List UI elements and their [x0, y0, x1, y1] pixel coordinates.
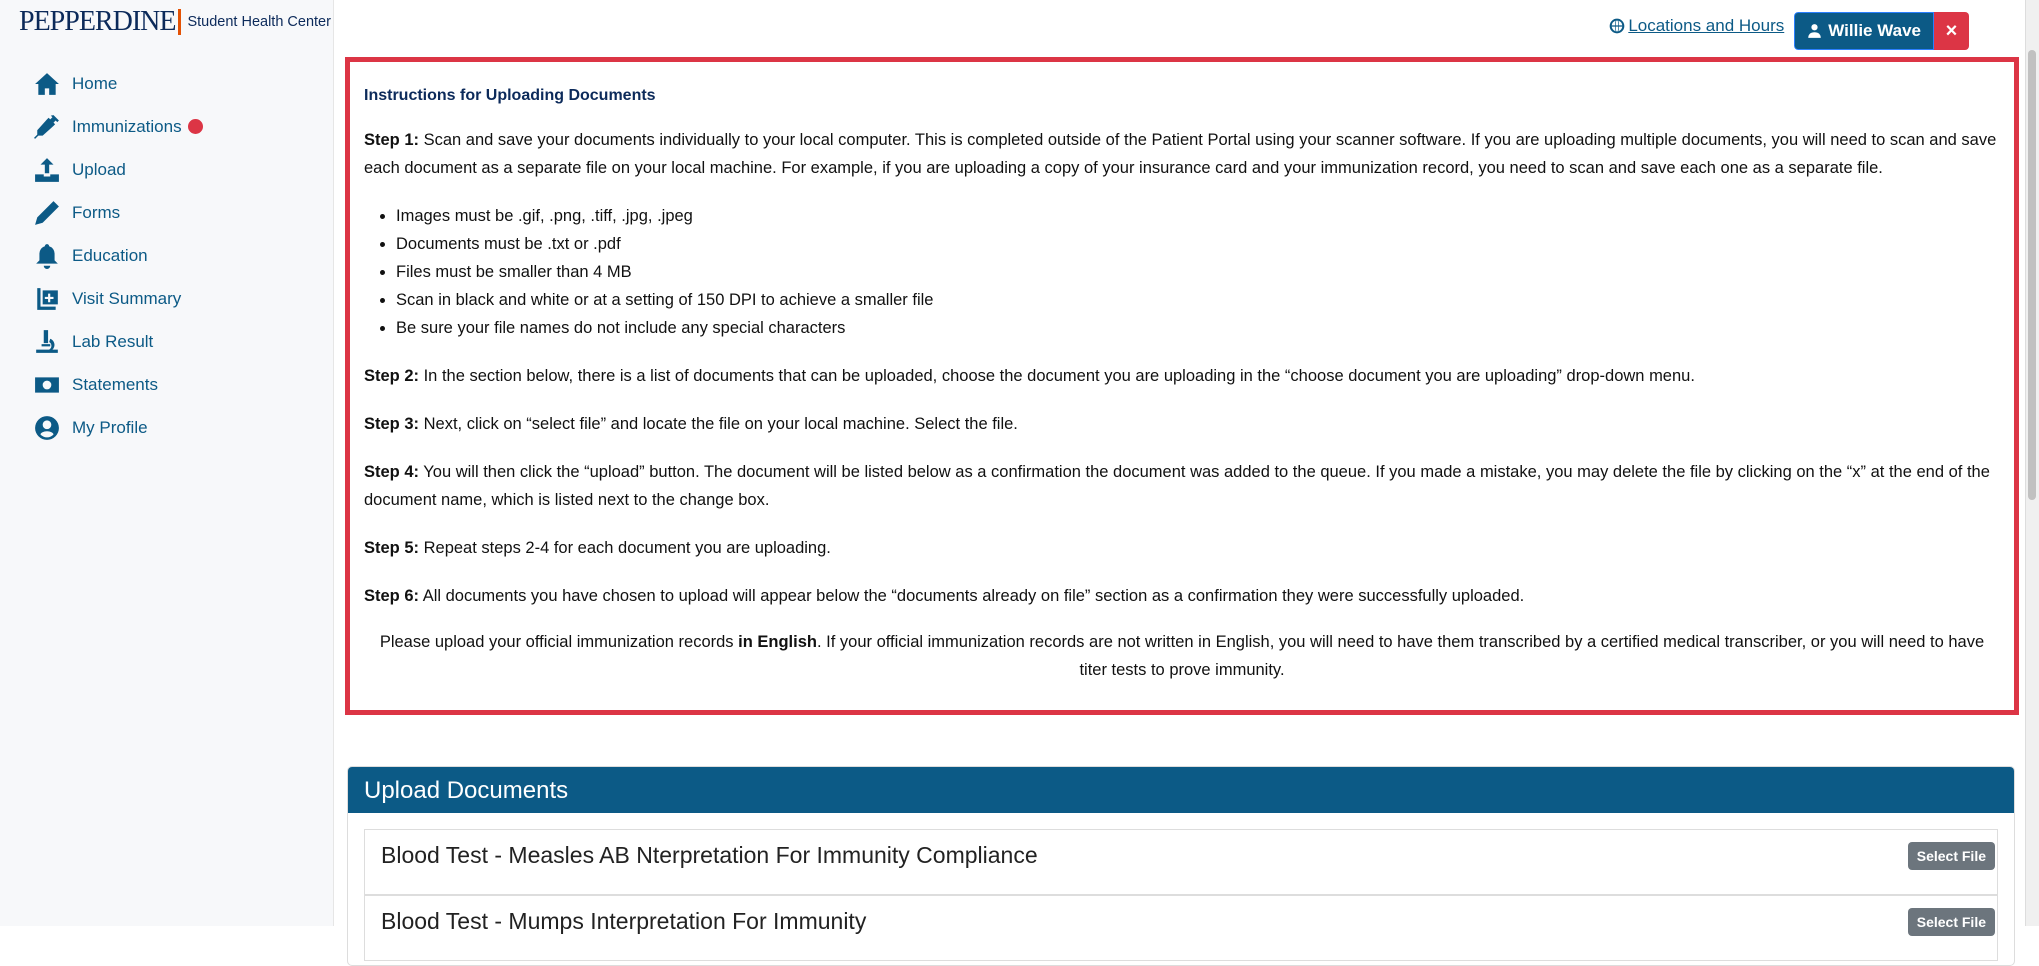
logo-wordmark: PEPPERDINE	[19, 6, 176, 37]
step-6	[364, 582, 2000, 610]
sidebar-item-label: Lab Result	[72, 331, 154, 351]
logo[interactable]	[19, 6, 331, 38]
sidebar-item-home[interactable]	[34, 62, 203, 105]
step-label: Step 2:	[364, 367, 420, 385]
requirement: • Scan in black and white or at a setting of 150 DPI to achieve a smaller file	[396, 286, 2000, 314]
file-requirements	[396, 202, 2000, 342]
step-text: Scan and save your documents individually to your local computer. This is completed outside of the Patient Portal using your scanner software. If you are uploading multiple documents, you will need to scan and save each document as a separate file on your local machine. For example, if you are uploading a copy of your insurance card and your immunization record, you need to scan and save each one as a separate file.	[364, 131, 1997, 177]
note-text: Please upload your official immunization records	[379, 633, 739, 651]
locations-link[interactable]	[1609, 16, 1784, 36]
sidebar-item-lab-result[interactable]	[34, 320, 203, 363]
english-note	[364, 628, 2000, 684]
step-2	[364, 362, 2000, 390]
user-icon	[1807, 23, 1822, 39]
logout-button[interactable]: ×	[1934, 12, 1969, 50]
requirement: • Images must be .gif, .png, .tiff, .jpg, .jpeg	[396, 202, 2000, 230]
upload-documents-title: Upload Documents	[348, 767, 2014, 813]
requirement: • Files must be smaller than 4 MB	[396, 258, 2000, 286]
microscope-icon	[34, 329, 60, 355]
page-scrollbar[interactable]	[2025, 0, 2039, 926]
select-file-button[interactable]: Select File	[1908, 908, 1995, 936]
sidebar-item-education[interactable]	[34, 234, 203, 277]
user-name: Willie Wave	[1828, 21, 1921, 40]
syringe-icon	[34, 114, 60, 140]
upload-instructions	[345, 57, 2019, 715]
sidebar-item-label: Visit Summary	[72, 288, 182, 308]
step-5	[364, 534, 2000, 562]
sidebar-item-label: Upload	[72, 159, 126, 179]
upload-documents-card	[347, 766, 2015, 966]
sidebar-nav	[34, 62, 203, 449]
sidebar	[0, 0, 334, 926]
logo-subtitle: Student Health Center	[187, 14, 331, 30]
notification-badge	[188, 119, 203, 134]
sidebar-item-label: Statements	[72, 374, 158, 394]
sidebar-item-label: Home	[72, 73, 118, 93]
money-icon	[34, 372, 60, 398]
sidebar-item-forms[interactable]	[34, 191, 203, 234]
step-label: Step 4:	[364, 463, 420, 481]
sidebar-item-statements[interactable]	[34, 363, 203, 406]
bell-icon	[34, 243, 60, 269]
top-bar	[1609, 12, 1969, 50]
sidebar-item-label: Education	[72, 245, 148, 265]
user-menu	[1794, 12, 1969, 50]
requirement: • Be sure your file names do not include any special characters	[396, 314, 2000, 342]
sidebar-item-label: Forms	[72, 202, 121, 222]
medical-file-icon	[34, 286, 60, 312]
note-text: . If your official immunization records are not written in English, you will need to have them transcribed by a certified medical transcriber, or you will need to have titer tests to prove immunity.	[816, 633, 1985, 679]
sidebar-item-immunizations[interactable]	[34, 105, 203, 148]
sidebar-item-my-profile[interactable]	[34, 406, 203, 449]
document-row	[364, 895, 1998, 961]
instructions-title: Instructions for Uploading Documents	[364, 87, 656, 104]
step-1	[364, 126, 2000, 182]
locations-label: Locations and Hours	[1628, 16, 1785, 35]
step-label: Step 6:	[364, 587, 420, 605]
document-name: Blood Test - Mumps Interpretation For Immunity	[381, 908, 867, 934]
document-name: Blood Test - Measles AB Nterpretation For Immunity Compliance	[381, 842, 1038, 868]
user-circle-icon	[34, 415, 60, 441]
step-text: Next, click on “select file” and locate the file on your local machine. Select the file.	[419, 415, 1018, 433]
step-text: In the section below, there is a list of documents that can be uploaded, choose the document you are uploading in the “choose document you are uploading” drop-down menu.	[419, 367, 1695, 385]
pencil-icon	[34, 200, 60, 226]
step-label: Step 1:	[364, 131, 420, 149]
globe-icon	[1609, 18, 1625, 34]
step-text: Repeat steps 2-4 for each document you are uploading.	[419, 539, 831, 557]
step-label: Step 3:	[364, 415, 420, 433]
home-icon	[34, 71, 60, 97]
logo-divider	[178, 9, 181, 35]
sidebar-item-upload[interactable]	[34, 148, 203, 191]
scrollbar-thumb[interactable]	[2028, 50, 2036, 500]
note-emphasis: in English	[738, 633, 817, 651]
sidebar-item-label: My Profile	[72, 417, 148, 437]
sidebar-item-label: Immunizations	[72, 116, 182, 136]
step-text: You will then click the “upload” button. The document will be listed below as a confirmation the document was added to the queue. If you made a mistake, you may delete the file by clicking on the “x” at the end of the document name, which is listed next to the change box.	[364, 463, 1990, 509]
user-button[interactable]	[1794, 12, 1934, 50]
step-label: Step 5:	[364, 539, 420, 557]
document-row	[364, 829, 1998, 895]
step-4	[364, 458, 2000, 514]
step-3	[364, 410, 2000, 438]
upload-icon	[34, 157, 60, 183]
sidebar-item-visit-summary[interactable]	[34, 277, 203, 320]
requirement: • Documents must be .txt or .pdf	[396, 230, 2000, 258]
select-file-button[interactable]: Select File	[1908, 842, 1995, 870]
step-text: All documents you have chosen to upload will appear below the “documents already on file” section as a confirmation they were successfully uploaded.	[419, 587, 1525, 605]
